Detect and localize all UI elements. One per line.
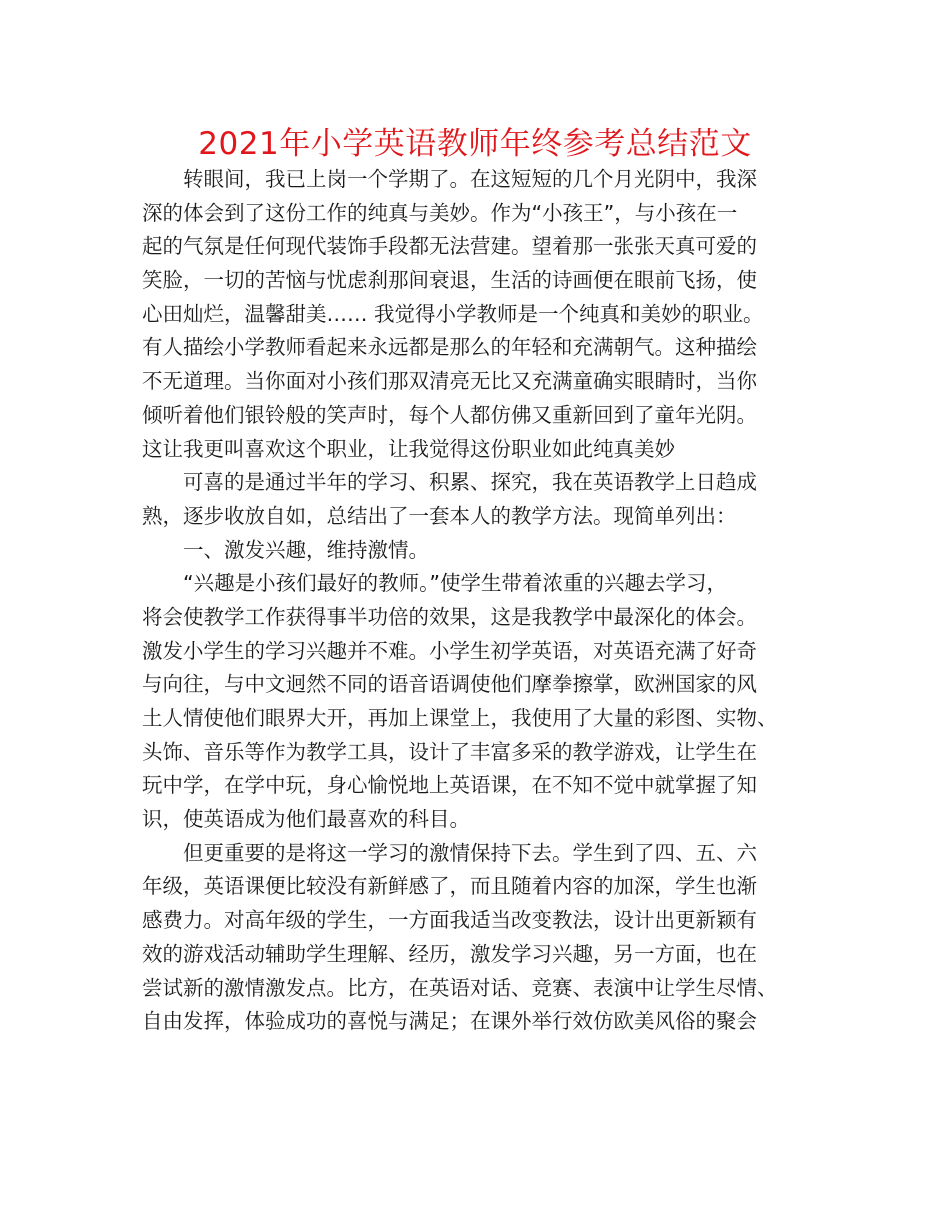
paragraph-line: 这让我更叫喜欢这个职业，让我觉得这份职业如此纯真美妙 xyxy=(142,436,675,461)
paragraph-line: 年级，英语课便比较没有新鲜感了，而且随着内容的加深，学生也渐 xyxy=(142,874,757,899)
paragraph-line: 效的游戏活动辅助学生理解、经历，激发学习兴趣，另一方面，也在 xyxy=(142,941,757,966)
paragraph-line: 转眼间，我已上岗一个学期了。在这短短的几个月光阴中，我深 xyxy=(183,167,757,191)
paragraph-line: 头饰、音乐等作为教学工具，设计了丰富多采的教学游戏，让学生在 xyxy=(142,739,757,764)
paragraph-line: 深的体会到了这份工作的纯真与美妙。作为“小孩王”，与小孩在一 xyxy=(142,200,738,225)
paragraph-line: 可喜的是通过半年的学习、积累、探究，我在英语教学上日趋成 xyxy=(183,470,757,495)
paragraph-line: 玩中学，在学中玩，身心愉悦地上英语课，在不知不觉中就掌握了知 xyxy=(142,773,757,798)
paragraph-line: 笑脸，一切的苦恼与忧虑刹那间衰退，生活的诗画便在眼前飞扬，使 xyxy=(142,268,757,293)
document-title: 2021年小学英语教师年终参考总结范文 xyxy=(198,126,752,162)
paragraph-line: 将会使教学工作获得事半功倍的效果，这是我教学中最深化的体会。 xyxy=(142,604,757,629)
paragraph-line: 感费力。对高年级的学生，一方面我适当改变教法，设计出更新颖有 xyxy=(142,908,757,933)
document-body xyxy=(142,163,822,1039)
paragraph-line: 心田灿烂，温馨甜美…… 我觉得小学教师是一个纯真和美妙的职业。 xyxy=(142,301,764,326)
paragraph-line: 激发小学生的学习兴趣并不难。小学生初学英语，对英语充满了好奇 xyxy=(142,638,757,663)
paragraph-line: “兴趣是小孩们最好的教师。”使学生带着浓重的兴趣去学习， xyxy=(183,571,727,596)
paragraph-line: 自由发挥，体验成功的喜悦与满足；在课外举行效仿欧美风俗的聚会 xyxy=(142,1009,757,1034)
paragraph-line: 不无道理。当你面对小孩们那双清亮无比又充满童确实眼睛时，当你 xyxy=(142,369,757,394)
paragraph-line: 识，使英语成为他们最喜欢的科目。 xyxy=(142,807,470,832)
paragraph-line: 起的气氛是任何现代装饰手段都无法营建。望着那一张张天真可爱的 xyxy=(142,234,757,259)
paragraph-line: 与向往，与中文迥然不同的语音语调使他们摩拳擦掌，欧洲国家的风 xyxy=(142,672,757,697)
paragraph-line: 熟，逐步收放自如，总结出了一套本人的教学方法。现简单列出： xyxy=(142,503,737,528)
paragraph-line: 但更重要的是将这一学习的激情保持下去。学生到了四、五、六 xyxy=(183,840,757,865)
paragraph-line: 倾听着他们银铃般的笑声时，每个人都仿佛又重新回到了童年光阴。 xyxy=(142,402,757,427)
paragraph-line: 有人描绘小学教师看起来永远都是那么的年轻和充满朝气。这种描绘 xyxy=(142,335,757,360)
paragraph-line: 土人情使他们眼界大开，再加上课堂上，我使用了大量的彩图、实物、 xyxy=(142,706,778,730)
section-heading: 一、激发兴趣，维持激情。 xyxy=(183,537,429,562)
paragraph-line: 尝试新的激情激发点。比方，在英语对话、竞赛、表演中让学生尽情、 xyxy=(142,975,778,1000)
